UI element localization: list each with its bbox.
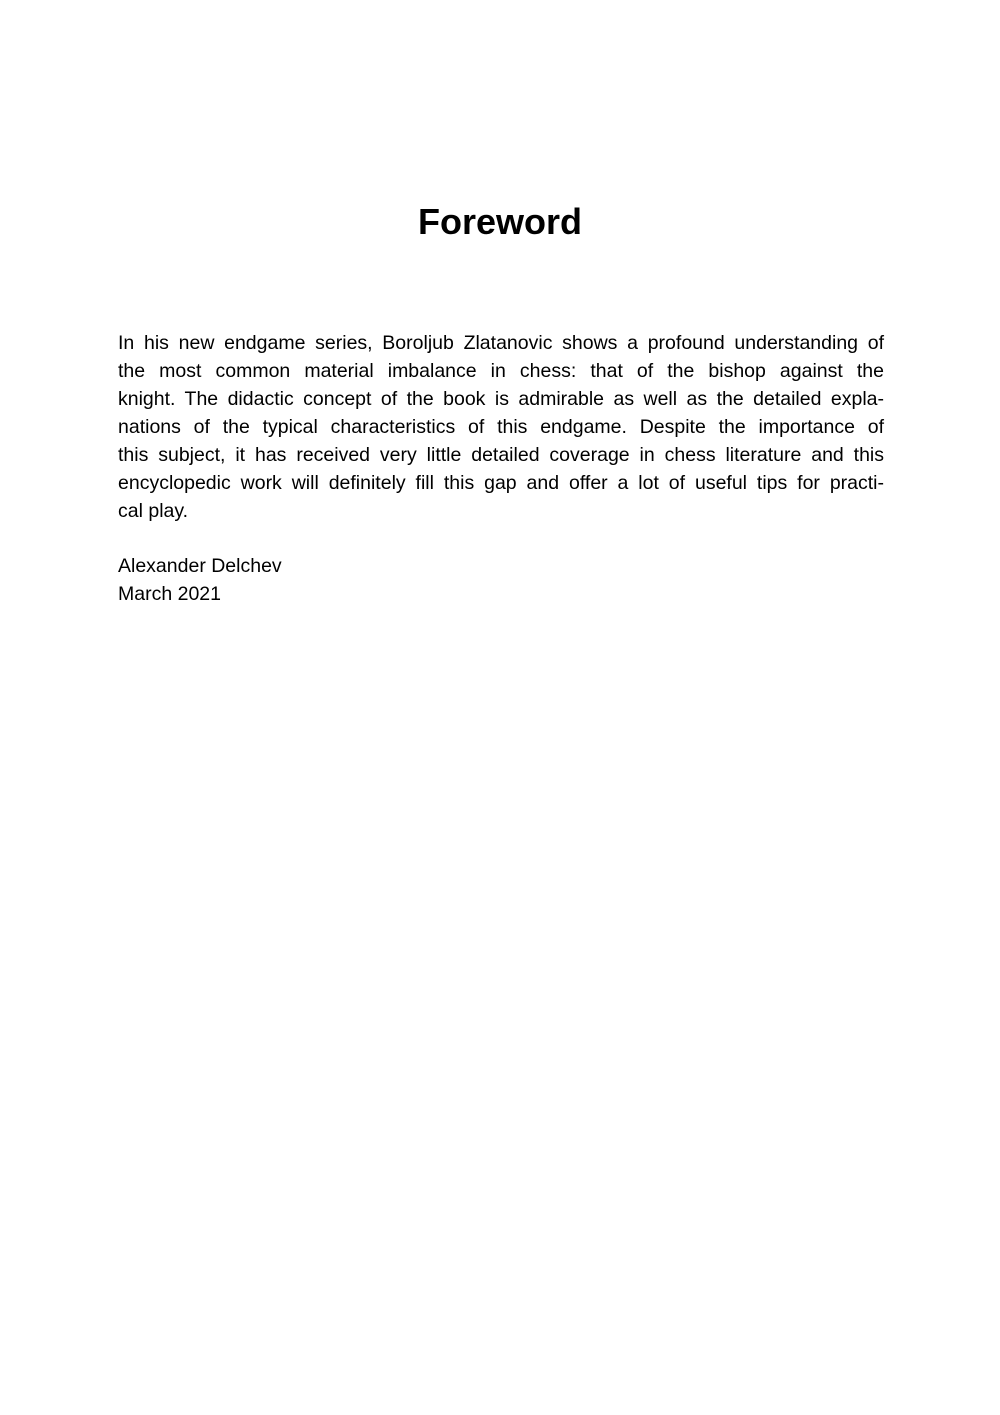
author-name: Alexander Delchev bbox=[118, 555, 282, 577]
foreword-date: March 2021 bbox=[118, 583, 221, 605]
signature-block bbox=[118, 552, 282, 608]
paragraph-line: knight. The didactic concept of the book is admirable as well as the detailed expla- bbox=[118, 388, 884, 410]
page-title: Foreword bbox=[417, 201, 582, 242]
paragraph-line: nations of the typical characteristics of this endgame. Despite the importance of bbox=[118, 416, 884, 438]
paragraph-line: encyclopedic work will definitely fill this gap and offer a lot of useful tips for practi- bbox=[118, 472, 884, 494]
paragraph-line: the most common material imbalance in chess: that of the bishop against the bbox=[118, 360, 884, 382]
paragraph-line: cal play. bbox=[118, 500, 189, 522]
paragraph-line: In his new endgame series, Boroljub Zlatanovic shows a profound understanding of bbox=[118, 332, 884, 354]
paragraph-line: this subject, it has received very little detailed coverage in chess literature and this bbox=[118, 444, 884, 466]
foreword-paragraph bbox=[118, 329, 884, 525]
